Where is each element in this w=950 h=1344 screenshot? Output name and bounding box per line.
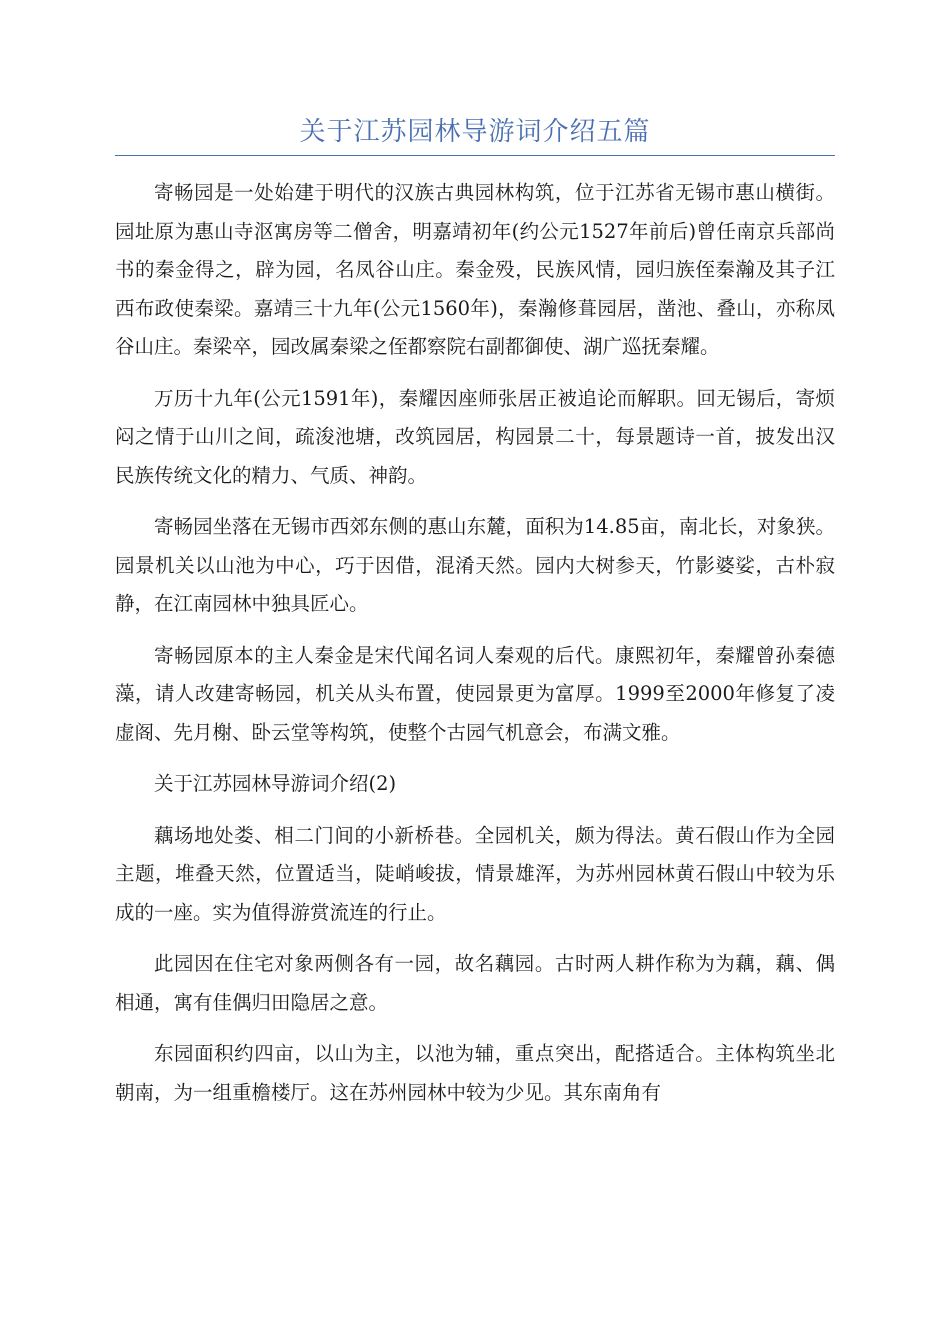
section-heading: 关于江苏园林导游词介绍(2) — [154, 772, 397, 795]
title-underline — [115, 155, 835, 156]
paragraph: 此园因在住宅对象两侧各有一园，故名藕园。古时两人耕作称为为藕，藕、偶相通，寓有佳偶归田隐居之意。 — [115, 952, 835, 1014]
document-body — [115, 174, 835, 1125]
paragraph: 寄畅园坐落在无锡市西郊东侧的惠山东麓，面积为14.85亩，南北长，对象狭。园景机关以山池为中心，巧于因借，混淆天然。园内大树参天，竹影婆娑，古朴寂静，在江南园林中独具匠心。 — [115, 515, 835, 615]
document-title: 关于江苏园林导游词介绍五篇 — [299, 117, 651, 147]
paragraph: 万历十九年(公元1591年)，秦耀因座师张居正被追论而解职。回无锡后，寄烦闷之情于山川之间，疏浚池塘，改筑园居，构园景二十，每景题诗一首，披发出汉民族传统文化的精力、气质、神韵。 — [115, 386, 835, 487]
paragraph: 东园面积约四亩，以山为主，以池为辅，重点突出，配搭适合。主体构筑坐北朝南，为一组重檐楼厅。这在苏州园林中较为少见。其东南角有 — [115, 1042, 835, 1104]
paragraph: 寄畅园原本的主人秦金是宋代闻名词人秦观的后代。康熙初年，秦耀曾孙秦德藻，请人改建寄畅园，机关从头布置，使园景更为富厚。1999至2000年修复了凌虚阁、先月榭、卧云堂等构筑，使整个古园气机意会，布满文雅。 — [115, 643, 835, 744]
paragraph: 藕场地处娄、相二门间的小新桥巷。全园机关，颇为得法。黄石假山作为全园主题，堆叠天然，位置适当，陡峭峻拔，情景雄浑，为苏州园林黄石假山中较为乐成的一座。实为值得游赏流连的行止。 — [115, 823, 835, 924]
paragraph: 寄畅园是一处始建于明代的汉族古典园林构筑，位于江苏省无锡市惠山横街。园址原为惠山寺沤寓房等二僧舍，明嘉靖初年(约公元1527年前后)曾任南京兵部尚书的秦金得之，辟为园，名凤谷山庄。秦金殁，民族风情，园归族侄秦瀚及其子江西布政使秦梁。嘉靖三十九年(公元1560年)，秦瀚修葺园居，凿池、叠山，亦称凤谷山庄。秦梁卒，园改属秦梁之侄都察院右副都御使、湖广巡抚秦耀。 — [115, 181, 835, 358]
